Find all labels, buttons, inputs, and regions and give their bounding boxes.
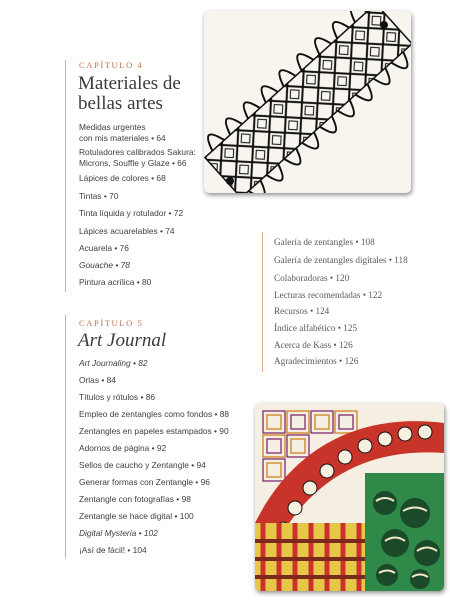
backmatter-entry[interactable]: Lecturas recomendadas • 122 (274, 290, 383, 300)
zentangle-bw-illustration (204, 11, 411, 193)
backmatter-entry[interactable]: Galería de zentangles digitales • 118 (274, 255, 408, 265)
toc-entry[interactable]: Pintura acrílica • 80 (79, 277, 152, 287)
backmatter-entry[interactable]: Colaboradoras • 120 (274, 273, 350, 283)
chapter4-title-line2: bellas artes (78, 93, 163, 114)
toc-entry[interactable]: Zentangle se hace digital • 100 (79, 511, 194, 521)
chapter4-label: CAPÍTULO 4 (79, 60, 144, 70)
toc-entry[interactable]: Gouache • 78 (79, 260, 130, 270)
chapter5-rule (65, 315, 66, 558)
zentangle-tile-bw (204, 11, 411, 193)
toc-entry[interactable]: Rotuladores calibrados Sakura: Microns, Souffle y Glaze • 66 (79, 147, 196, 168)
backmatter-entry[interactable]: Galería de zentangles • 108 (274, 237, 375, 247)
toc-entry[interactable]: Acuarela • 76 (79, 243, 129, 253)
toc-entry[interactable]: Tinta líquida y rotulador • 72 (79, 208, 184, 218)
toc-entry[interactable]: Títulos y rótulos • 86 (79, 392, 156, 402)
toc-entry[interactable]: Digital Mysteria • 102 (79, 528, 158, 538)
chapter5-title: Art Journal (78, 330, 167, 351)
zentangle-tile-color (255, 403, 444, 591)
toc-entry[interactable]: Adornos de página • 92 (79, 443, 167, 453)
backmatter-entry[interactable]: Agradecimientos • 126 (274, 356, 359, 366)
backmatter-entry[interactable]: Acerca de Kass • 126 (274, 340, 353, 350)
backmatter-entry[interactable]: Índice alfabético • 125 (274, 323, 358, 333)
chapter4-rule (65, 60, 66, 292)
backmatter-rule (262, 232, 263, 372)
toc-entry[interactable]: Tintas • 70 (79, 191, 119, 201)
toc-entry[interactable]: ¡Así de fácil! • 104 (79, 545, 147, 555)
toc-entry[interactable]: Art Journaling • 82 (79, 358, 148, 368)
toc-entry[interactable]: Zentangle con fotografías • 98 (79, 494, 191, 504)
chapter5-label: CAPÍTULO 5 (79, 318, 144, 328)
backmatter-entry[interactable]: Recursos • 124 (274, 306, 330, 316)
toc-entry[interactable]: Empleo de zentangles como fondos • 88 (79, 409, 230, 419)
zentangle-color-illustration (255, 403, 444, 591)
toc-entry[interactable]: Orlas • 84 (79, 375, 116, 385)
toc-entry[interactable]: Generar formas con Zentangle • 96 (79, 477, 210, 487)
chapter4-title-line1: Materiales de (78, 73, 181, 94)
toc-entry[interactable]: Medidas urgentes con mis materiales • 64 (79, 122, 166, 143)
toc-entry[interactable]: Sellos de caucho y Zentangle • 94 (79, 460, 206, 470)
toc-entry[interactable]: Zentangles en papeles estampados • 90 (79, 426, 229, 436)
toc-entry[interactable]: Lápices de colores • 68 (79, 173, 166, 183)
toc-entry[interactable]: Lápices acuarelables • 74 (79, 226, 175, 236)
